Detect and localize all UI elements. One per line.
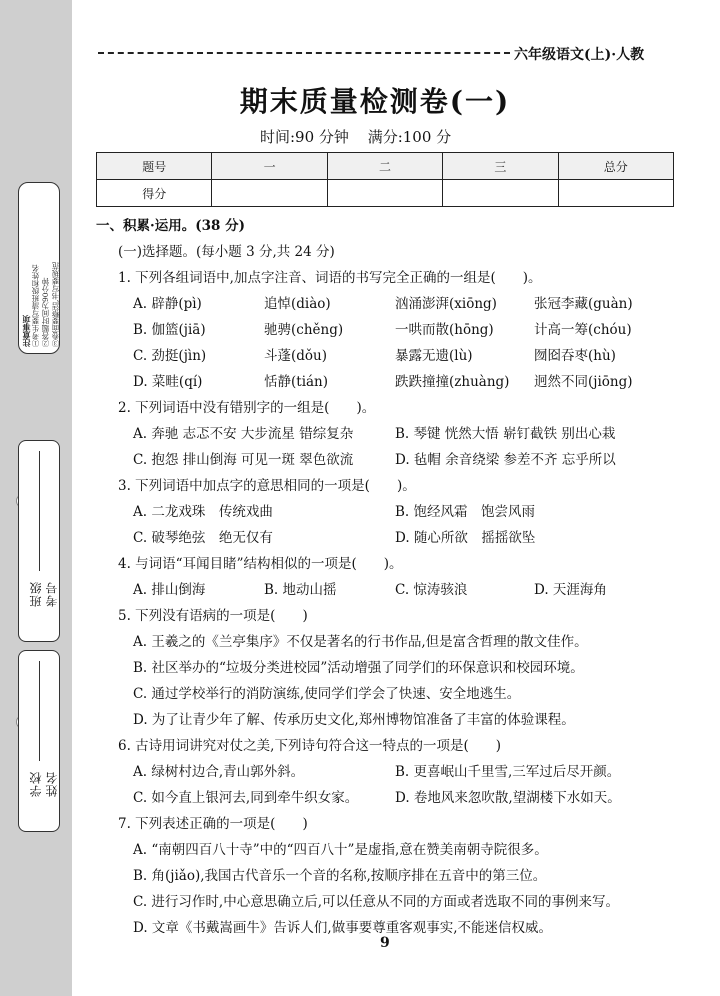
notice-line-2: ②答题时间为90分钟: [41, 277, 50, 347]
score-header-total: 总分: [558, 153, 673, 180]
score-cell-2[interactable]: [327, 180, 442, 207]
q5-d: D. 为了让青少年了解、传承历史文化,郑州博物馆准备了丰富的体验课程。: [133, 712, 575, 728]
exam-info: [260, 126, 465, 147]
q1-b4: 计高一筹(chóu): [534, 322, 632, 338]
header-dashed-line: [98, 52, 510, 54]
q7-d: D. 文章《书戴嵩画牛》告诉人们,做事要尊重客观事实,不能迷信权威。: [133, 920, 553, 936]
q5-b: B. 社区举办的“垃圾分类进校园”活动增强了同学们的环保意识和校园环境。: [133, 660, 584, 676]
section-1-heading: 一、积累·运用。(38 分): [96, 218, 245, 234]
q1-d4: 迥然不同(jiōng): [534, 374, 633, 390]
q3-b: B. 饱经风霜 饱尝风雨: [395, 504, 536, 520]
q6-c: C. 如今直上银河去,同到牵牛织女家。: [133, 790, 359, 806]
q3-d: D. 随心所欲 摇摇欲坠: [395, 530, 536, 546]
notice-title: 注意事项: [21, 315, 31, 347]
score-cell-total[interactable]: [558, 180, 673, 207]
q4-stem: 4. 与词语“耳闻目睹”结构相似的一项是( )。: [118, 556, 403, 572]
q3-stem: 3. 下列词语中加点字的意思相同的一项是( )。: [118, 478, 416, 494]
q7-a: A. “南朝四百八十寺”中的“四百八十”是虚指,意在赞美南朝寺院很多。: [133, 842, 548, 858]
score-cell-1[interactable]: [212, 180, 327, 207]
q7-stem: 7. 下列表述正确的一项是( ): [118, 816, 308, 832]
q1-stem: 1. 下列各组词语中,加点字注音、词语的书写完全正确的一组是( )。: [118, 270, 542, 286]
q6-b: B. 更喜岷山千里雪,三军过后尽开颜。: [395, 764, 621, 780]
score-row-label: 得分: [97, 180, 212, 207]
page-number: 9: [380, 935, 390, 951]
q2-d: D. 毡帽 余音绕梁 参差不齐 忘乎所以: [395, 452, 616, 468]
q1-a4: 张冠李藏(guàn): [534, 296, 633, 312]
score-cell-3[interactable]: [443, 180, 558, 207]
exam-time: 时间:90 分钟: [260, 128, 349, 146]
q6-a: A. 绿树村边合,青山郭外斜。: [133, 764, 305, 780]
q4-b: B. 地动山摇: [264, 582, 337, 598]
q3-c: C. 破琴绝弦 绝无仅有: [133, 530, 273, 546]
school-label: 学校: [29, 771, 43, 797]
q4-a: A. 排山倒海: [133, 582, 206, 598]
q1-c3: 暴露无遗(lù): [395, 348, 473, 364]
binding-margin: [0, 0, 72, 996]
q1-c1: C. 劲挺(jìn): [133, 348, 207, 364]
q4-c: C. 惊涛骇浪: [395, 582, 468, 598]
q4-d: D. 天涯海角: [534, 582, 607, 598]
q5-a: A. 王羲之的《兰亭集序》不仅是著名的行书作品,但是富含哲理的散文佳作。: [133, 634, 588, 650]
q5-c: C. 通过学校举行的消防演练,使同学们学会了快速、安全地逃生。: [133, 686, 521, 702]
score-header-2: 二: [327, 153, 442, 180]
score-header-3: 三: [443, 153, 558, 180]
subsection-1-heading: (一)选择题。(每小题 3 分,共 24 分): [118, 244, 335, 260]
q6-d: D. 卷地风来忽吹散,望湖楼下水如天。: [395, 790, 621, 806]
q1-c2: 斗蓬(dǒu): [264, 348, 327, 364]
notice-line-3: ③卷面要整洁,书写要规范: [51, 262, 60, 347]
q7-c: C. 进行习作时,中心意思确立后,可以任意从不同的方面或者选取不同的事例来写。: [133, 894, 620, 910]
name-label: 姓名: [45, 771, 59, 797]
q2-c: C. 抱怨 排山倒海 可见一斑 翠色欲流: [133, 452, 354, 468]
class-id-box: [18, 440, 60, 642]
score-header-label: 题号: [97, 153, 212, 180]
school-name-box: [18, 650, 60, 832]
q1-c4: 囫囵吞枣(hù): [534, 348, 616, 364]
q1-d2: 恬静(tián): [264, 374, 329, 390]
q6-stem: 6. 古诗用词讲究对仗之美,下列诗句符合这一特点的一项是( ): [118, 738, 501, 754]
school-field-line[interactable]: [39, 661, 40, 761]
notice-line-1: ①考生要写清班级和姓名: [31, 264, 40, 347]
q1-d3: 跌跌撞撞(zhuàng): [395, 374, 510, 390]
q2-a: A. 奔驰 志忑不安 大步流星 错综复杂: [133, 426, 354, 442]
q1-a1: A. 辟静(pì): [133, 296, 202, 312]
score-table: [96, 152, 674, 207]
q7-b: B. 角(jiǎo),我国古代音乐一个音的名称,按顺序排在五音中的第三位。: [133, 868, 547, 884]
q1-d1: D. 菜畦(qí): [133, 374, 203, 390]
q3-a: A. 二龙戏珠 传统戏曲: [133, 504, 273, 520]
class-label: 班级: [29, 581, 43, 607]
q1-b1: B. 伽篮(jiā): [133, 322, 206, 338]
notice-text: [21, 187, 60, 347]
score-header-1: 一: [212, 153, 327, 180]
page-title: 期末质量检测卷(一): [239, 85, 511, 118]
q1-a2: 追悼(diào): [264, 296, 331, 312]
notice-box: [18, 182, 60, 354]
q1-a3: 汹涌澎湃(xiōng): [395, 296, 497, 312]
q5-stem: 5. 下列没有语病的一项是( ): [118, 608, 308, 624]
q2-stem: 2. 下列词语中没有错别字的一组是( )。: [118, 400, 376, 416]
q2-b: B. 琴键 恍然大悟 崭钉截铁 别出心栽: [395, 426, 616, 442]
exam-score: 满分:100 分: [367, 128, 452, 146]
class-field-line[interactable]: [39, 451, 40, 571]
exam-id-label: 考号: [45, 581, 59, 607]
header-grade-label: 六年级语文(上)·人教: [514, 47, 645, 63]
q1-b3: 一哄而散(hōng): [395, 322, 494, 338]
q1-b2: 驰骋(chěng): [264, 322, 344, 338]
